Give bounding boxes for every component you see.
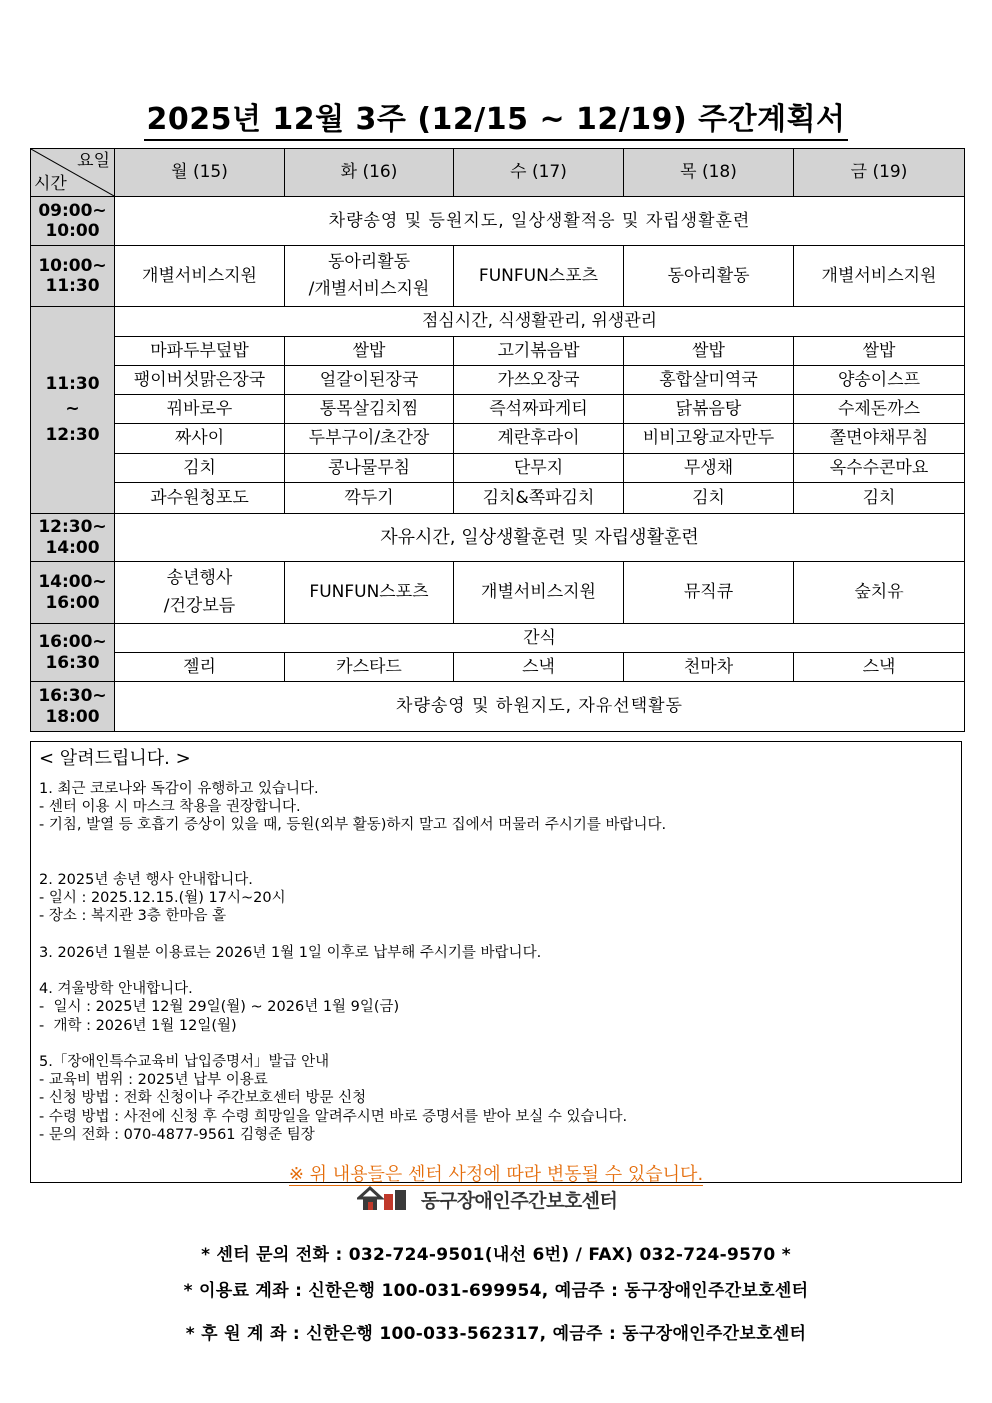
menu-item: 즉석짜파게티 <box>454 395 624 424</box>
snack-row <box>31 653 965 682</box>
menu-row <box>31 366 965 395</box>
menu-item: 수제돈까스 <box>794 395 965 424</box>
snack-item: 카스타드 <box>285 653 454 682</box>
schedule-row <box>31 197 965 246</box>
day-label: 요일 <box>77 151 110 171</box>
menu-row <box>31 454 965 483</box>
menu-row <box>31 337 965 366</box>
menu-item: 홍합살미역국 <box>624 366 794 395</box>
menu-item: 고기볶음밥 <box>454 337 624 366</box>
menu-item: 양송이스프 <box>794 366 965 395</box>
activity-cell: 동아리활동 /개별서비스지원 <box>285 246 454 307</box>
menu-row <box>31 424 965 454</box>
time-cell: 11:30 ~ 12:30 <box>31 307 115 514</box>
lunch-header: 점심시간, 식생활관리, 위생관리 <box>115 307 965 337</box>
activity-cell: 숲치유 <box>794 562 965 624</box>
menu-item: 단무지 <box>454 454 624 483</box>
menu-item: 두부구이/초간장 <box>285 424 454 454</box>
time-cell: 09:00~ 10:00 <box>31 197 115 246</box>
page-title <box>0 94 992 138</box>
menu-row <box>31 483 965 514</box>
weekly-schedule-table <box>30 148 965 732</box>
menu-item: 깍두기 <box>285 483 454 514</box>
lunch-header-row <box>31 307 965 337</box>
logo-name: 동구장애인주간보호센터 <box>421 1189 618 1212</box>
activity-cell: 개별서비스지원 <box>794 246 965 307</box>
menu-item: 통목살김치찜 <box>285 395 454 424</box>
activity-cell: 뮤직큐 <box>624 562 794 624</box>
time-cell: 14:00~ 16:00 <box>31 562 115 624</box>
menu-item: 쌀밥 <box>794 337 965 366</box>
activity-cell: 차량송영 및 하원지도, 자유선택활동 <box>115 682 965 732</box>
menu-item: 무생채 <box>624 454 794 483</box>
menu-item: 과수원청포도 <box>115 483 285 514</box>
notice-body: 1. 최근 코로나와 독감이 유행하고 있습니다. - 센터 이용 시 마스크 착용을 권장합니다. - 기침, 발열 등 호흡기 증상이 있을 때, 등원(외부 활동)하지 말고 집에서 머물러 주시기를 바랍니다. 2. 2025년 송년 행사 안내합니다. - 일시 : 2025.12.15.(월) 17시~20시 - 장소 : 복지관 3층 한마음 홀 3. 2026년 1월분 이용료는 2026년 1월 1일 이후로 납부해 주시기를 바랍니다. 4. 겨울방학 안내합니다. - 일시 : 2025년 12월 29일(월) ~ 2026년 1월 9일(금) - 개학 : 2026년 1월 12일(월) 5.「장애인특수교육비 납입증명서」발급 안내 - 교육비 범위 : 2025년 납부 이용료 - 신청 방법 : 전화 신청이나 주간보호센터 방문 신청 - 수령 방법 : 사전에 신청 후 수령 희망일을 알려주시면 바로 증명서를 받아 보실 수 있습니다. - 문의 전화 : 070-4877-9561 김형준 팀장 <box>39 781 667 1143</box>
day-header: 금 (19) <box>794 149 965 197</box>
snack-item: 스낵 <box>454 653 624 682</box>
activity-cell: 개별서비스지원 <box>115 246 285 307</box>
time-cell: 12:30~ 14:00 <box>31 514 115 562</box>
menu-item: 닭볶음탕 <box>624 395 794 424</box>
footer-line: * 이용료 계좌 : 신한은행 100-031-699954, 예금주 : 동구장애인주간보호센터 <box>183 1281 809 1301</box>
footer-line: * 후 원 계 좌 : 신한은행 100-033-562317, 예금주 : 동구장애인주간보호센터 <box>185 1324 807 1344</box>
menu-item: 김치 <box>624 483 794 514</box>
schedule-row <box>31 562 965 624</box>
day-header: 월 (15) <box>115 149 285 197</box>
time-cell: 16:00~ 16:30 <box>31 624 115 682</box>
menu-item: 쌀밥 <box>624 337 794 366</box>
menu-item: 얼갈이된장국 <box>285 366 454 395</box>
header-row <box>31 149 965 197</box>
menu-item: 가쓰오장국 <box>454 366 624 395</box>
menu-item: 콩나물무침 <box>285 454 454 483</box>
center-logo <box>357 1186 617 1212</box>
snack-item: 스낵 <box>794 653 965 682</box>
menu-item: 마파두부덮밥 <box>115 337 285 366</box>
time-cell: 10:00~ 11:30 <box>31 246 115 307</box>
house-logo-icon <box>357 1185 415 1213</box>
time-label: 시간 <box>34 173 67 194</box>
time-cell: 16:30~ 18:00 <box>31 682 115 732</box>
schedule-row <box>31 514 965 562</box>
activity-cell: 개별서비스지원 <box>454 562 624 624</box>
menu-item: 비비고왕교자만두 <box>624 424 794 454</box>
snack-item: 천마차 <box>624 653 794 682</box>
activity-cell: FUNFUN스포츠 <box>454 246 624 307</box>
menu-item: 김치&쪽파김치 <box>454 483 624 514</box>
menu-item: 쌀밥 <box>285 337 454 366</box>
snack-header: 간식 <box>115 624 965 653</box>
menu-item: 옥수수콘마요 <box>794 454 965 483</box>
activity-cell: 차량송영 및 등원지도, 일상생활적응 및 자립생활훈련 <box>115 197 965 246</box>
activity-cell: 송년행사 /건강보듬 <box>115 562 285 624</box>
day-header: 화 (16) <box>285 149 454 197</box>
menu-item: 김치 <box>794 483 965 514</box>
menu-item: 김치 <box>115 454 285 483</box>
menu-item: 짜사이 <box>115 424 285 454</box>
activity-cell: FUNFUN스포츠 <box>285 562 454 624</box>
notice-box <box>30 741 962 1183</box>
title-text: 2025년 12월 3주 (12/15 ~ 12/19) 주간계획서 <box>144 102 847 141</box>
schedule-row <box>31 246 965 307</box>
day-header: 수 (17) <box>454 149 624 197</box>
menu-item: 꿔바로우 <box>115 395 285 424</box>
footer-line: * 센터 문의 전화 : 032-724-9501(내선 6번) / FAX) 032-724-9570 * <box>201 1245 791 1265</box>
snack-header-row <box>31 624 965 653</box>
activity-cell: 동아리활동 <box>624 246 794 307</box>
activity-cell: 자유시간, 일상생활훈련 및 자립생활훈련 <box>115 514 965 562</box>
schedule-row <box>31 682 965 732</box>
snack-item: 젤리 <box>115 653 285 682</box>
menu-item: 팽이버섯맑은장국 <box>115 366 285 395</box>
notice-warning: ※ 위 내용들은 센터 사정에 따라 변동될 수 있습니다. <box>288 1164 704 1185</box>
corner-cell <box>31 149 115 197</box>
day-header: 목 (18) <box>624 149 794 197</box>
menu-row <box>31 395 965 424</box>
notice-title: < 알려드립니다. > <box>39 748 191 769</box>
menu-item: 계란후라이 <box>454 424 624 454</box>
menu-item: 쫄면야채무침 <box>794 424 965 454</box>
